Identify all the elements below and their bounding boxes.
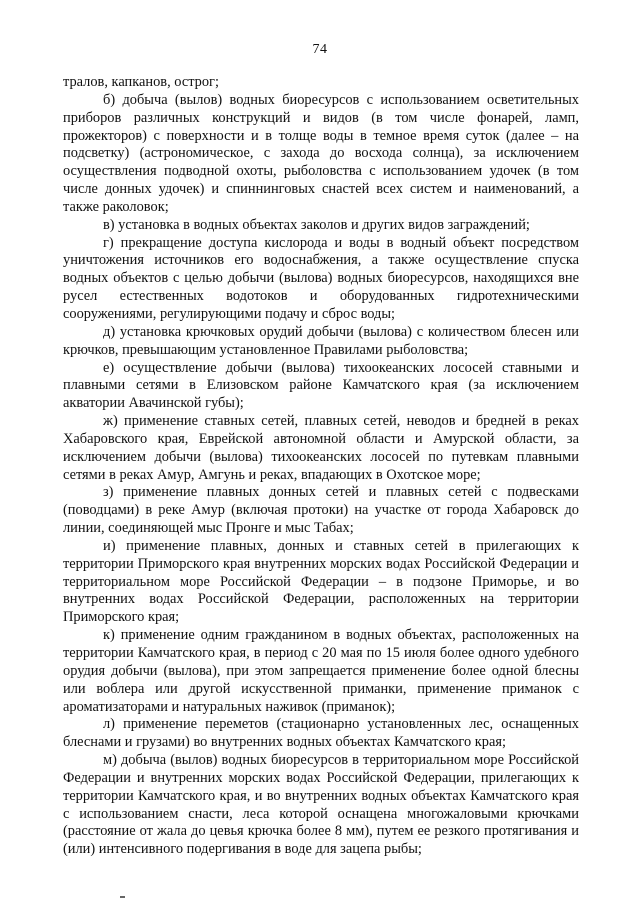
scan-artifact-mark xyxy=(120,896,125,898)
paragraph-continuation: тралов, капканов, острог; xyxy=(63,74,219,90)
document-body xyxy=(63,74,579,859)
paragraph-k: к) применение одним гражданином в водных объектах, расположенных на территории Камчатского края, в период с 20 мая по 15 июля более одного удебного орудия добычи (вылова), при этом запрещается применение более одной блесны или воблера или другой искусственной приманки, применение приманок с ароматизаторами и натуральных наживок (приманок); xyxy=(63,627,579,715)
paragraph-e: е) осуществление добычи (вылова) тихоокеанских лососей ставными и плавными сетями в Елизовском районе Камчатского края (за исключением акватории Авачинской губы); xyxy=(63,359,579,412)
paragraph-b: б) добыча (вылов) водных биоресурсов с использованием осветительных приборов различных конструкций и видов (в том числе фонарей, ламп, прожекторов) с поверхности и в толще воды в темное время суток (далее – на подсветку) (астрономическое, с захода до восхода солнца), за исключением осуществления подводной охоты, рыболовства с использованием удочек (в том числе донных удочек) и спиннинговых снастей всех систем и наименований, а также раколовок; xyxy=(63,91,579,215)
paragraph-m: м) добыча (вылов) водных биоресурсов в территориальном море Российской Федерации и внутренних морских водах Российской Федерации, прилегающих к территории Камчатского края, и во внутренних водных объектах Камчатского края с использованием снасти, леса которой оснащена многожаловыми крючками (расстояние от жала до цевья крючка более 8 мм), путем ее резкого протягивания и (или) интенсивного подергивания в воде для зацепа рыбы; xyxy=(63,752,579,858)
paragraph-l: л) применение переметов (стационарно установленных лес, оснащенных блеснами и грузами) во внутренних водных объектах Камчатского края; xyxy=(63,716,579,751)
page-number: 74 xyxy=(312,42,328,57)
paragraph-v: в) установка в водных объектах заколов и других видов заграждений; xyxy=(103,216,530,233)
paragraph-z: з) применение плавных донных сетей и плавных сетей с подвесками (поводцами) в реке Амур (включая протоки) на участке от города Хабаровск до линии, соединяющей мыс Пронге и мыс Табах; xyxy=(63,484,579,537)
paragraph-zh: ж) применение ставных сетей, плавных сетей, неводов и бредней в реках Хабаровского края, Еврейской автономной области и Амурской области, за исключением добычи (вылова) тихоокеанских лососей по путевкам плавными сетями в реках Амур, Амгунь и реках, впадающих в Охотское море; xyxy=(63,413,579,483)
paragraph-d: д) установка крючковых орудий добычи (вылова) с количеством блесен или крючков, превышающим установленное Правилами рыболовства; xyxy=(63,323,579,358)
paragraph-g: г) прекращение доступа кислорода и воды в водный объект посредством уничтожения источников его водоснабжения, а также осуществление спуска водных объектов с целью добычи (вылова) водных биоресурсов, находящихся вне русел естественных водотоков и оборудованных гидротехническими сооружениями, регулирующими подачу и сброс воды; xyxy=(63,234,579,322)
paragraph-i: и) применение плавных, донных и ставных сетей в прилегающих к территории Приморского края внутренних морских водах Российской Федерации и территориальном море Российской Федерации – в подзоне Приморье, и во внутренних водах Российской Федерации, расположенных на территории Приморского края; xyxy=(63,537,579,626)
